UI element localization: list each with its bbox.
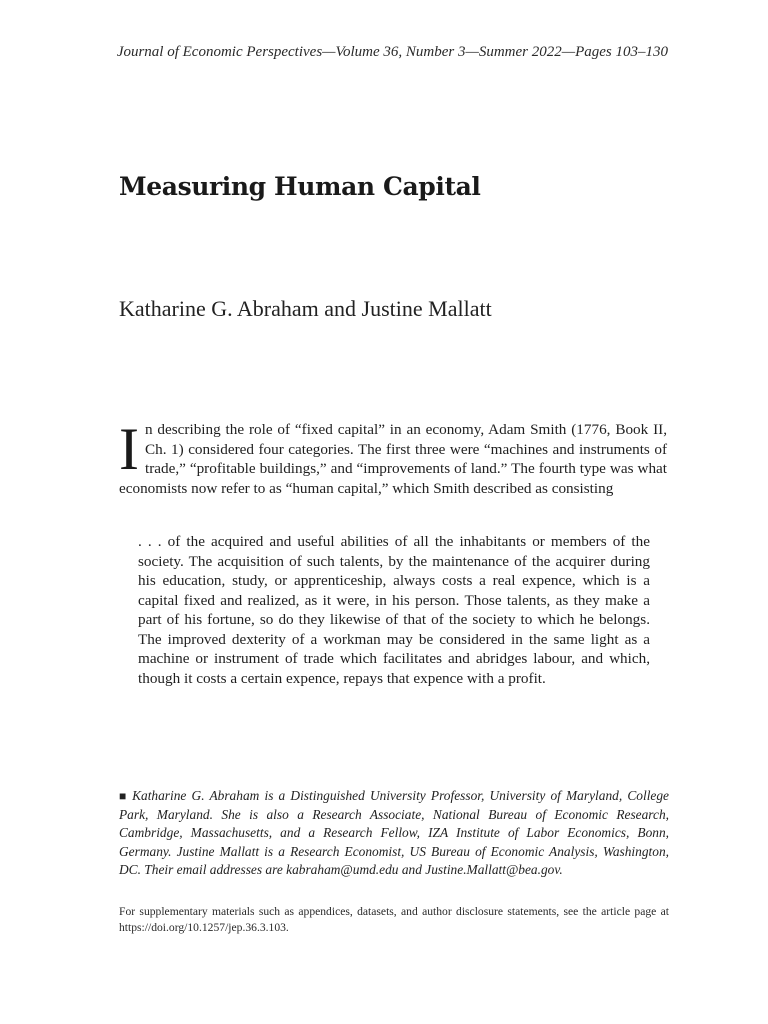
author-footnote	[119, 787, 669, 880]
smith-quotation: . . . of the acquired and useful abilities of all the inhabitants or members of the society. The acquisition of such talents, by the maintenance of the acquirer during his education, study, or apprenticeship, always costs a real expence, which is a capital fixed and realized, as it were, in his person. Those talents, as they make a part of his fortune, so do they likewise of that of the society to which he belongs. The improved dexterity of a workman may be considered in the same light as a machine or instrument of trade which facilitates and abridges labour, and which, though it costs a certain expence, repays that expence with a profit.	[138, 533, 650, 687]
square-bullet-icon: ■	[119, 789, 129, 803]
opening-paragraph-text: n describing the role of “fixed capital” in an economy, Adam Smith (1776, Book II, Ch. 1) considered four categories. The first three were “machines and instruments of trade,” “profitable buildings,” and “improvements of land.” The fourth type was what economists now refer to as “human capital,” which Smith described as consisting	[119, 421, 667, 497]
supplementary-materials-note: For supplementary materials such as appendices, datasets, and author disclosure statements, see the article page at https://doi.org/10.1257/jep.36.3.103.	[119, 905, 669, 934]
journal-running-head: Journal of Economic Perspectives—Volume 36, Number 3—Summer 2022—Pages 103–130	[116, 44, 668, 60]
opening-paragraph	[119, 416, 667, 498]
article-title: Measuring Human Capital	[119, 172, 481, 201]
author-footnote-text: Katharine G. Abraham is a Distinguished University Professor, University of Maryland, College Park, Maryland. She is also a Research Associate, National Bureau of Economic Research, Cambridge, Massachusetts, and a Research Fellow, IZA Institute of Labor Economics, Bonn, Germany. Justine Mallatt is a Research Economist, US Bureau of Economic Analysis, Washington, DC. Their email addresses are kabraham@umd.edu and Justine.Mallatt@bea.gov.	[119, 788, 669, 877]
article-authors: Katharine G. Abraham and Justine Mallatt	[119, 296, 492, 321]
drop-cap: I	[119, 416, 139, 482]
